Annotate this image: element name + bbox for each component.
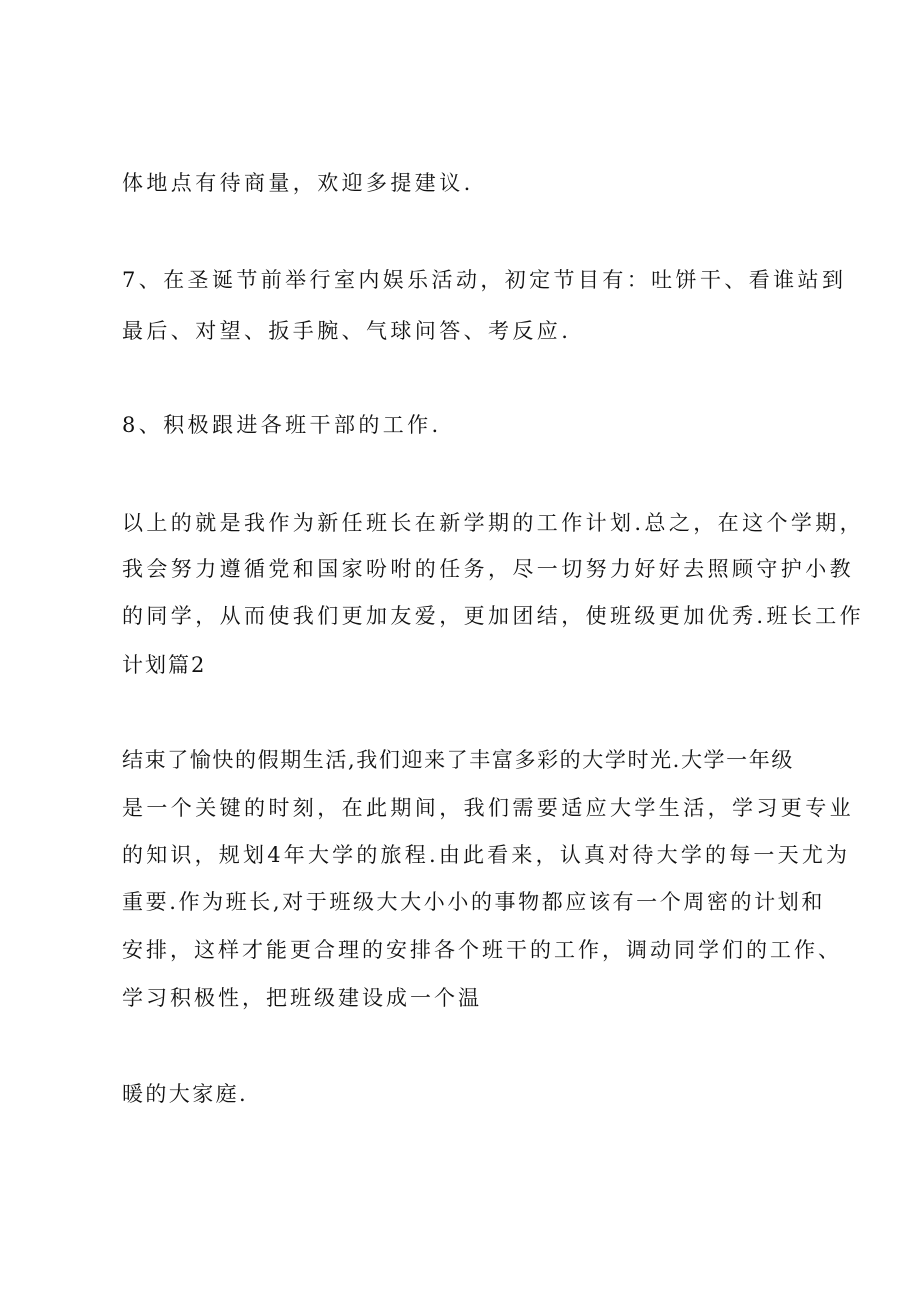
text-line: 结束了愉快的假期生活,我们迎来了丰富多彩的大学时光.大学一年级 [122,748,794,772]
text-line: 最后、对望、扳手腕、气球问答、考反应. [122,319,572,343]
text-line: 重要.作为班长,对于班级大大小小的事物都应该有一个周密的计划和 [122,890,825,914]
text-line: 以上的就是我作为新任班长在新学期的工作计划.总之，在这个学期， [122,511,865,535]
text-line: 体地点有待商量，欢迎多提建议. [122,171,474,195]
text-line: 安排，这样才能更合理的安排各个班干的工作，调动同学们的工作、 [122,938,842,962]
text-line: 是一个关键的时刻，在此期间，我们需要适应大学生活，学习更专业 [122,796,854,820]
text-line: 的知识，规划4年大学的旅程.由此看来，认真对待大学的每一天尤为 [122,843,851,867]
text-line: 学习积极性，把班级建设成一个温 [122,986,482,1010]
text-line: 的同学，从而使我们更加友爱，更加团结，使班级更加优秀.班长工作 [122,604,865,628]
text-line: 8、积极跟进各班干部的工作. [122,413,442,437]
text-line: 计划篇2 [122,653,207,677]
text-line: 7、在圣诞节前举行室内娱乐活动，初定节目有：吐饼干、看谁站到 [122,268,847,292]
text-line: 暖的大家庭. [122,1082,249,1106]
text-line: 我会努力遵循党和国家吩咐的任务，尽一切努力好好去照顾守护小教 [122,557,854,581]
